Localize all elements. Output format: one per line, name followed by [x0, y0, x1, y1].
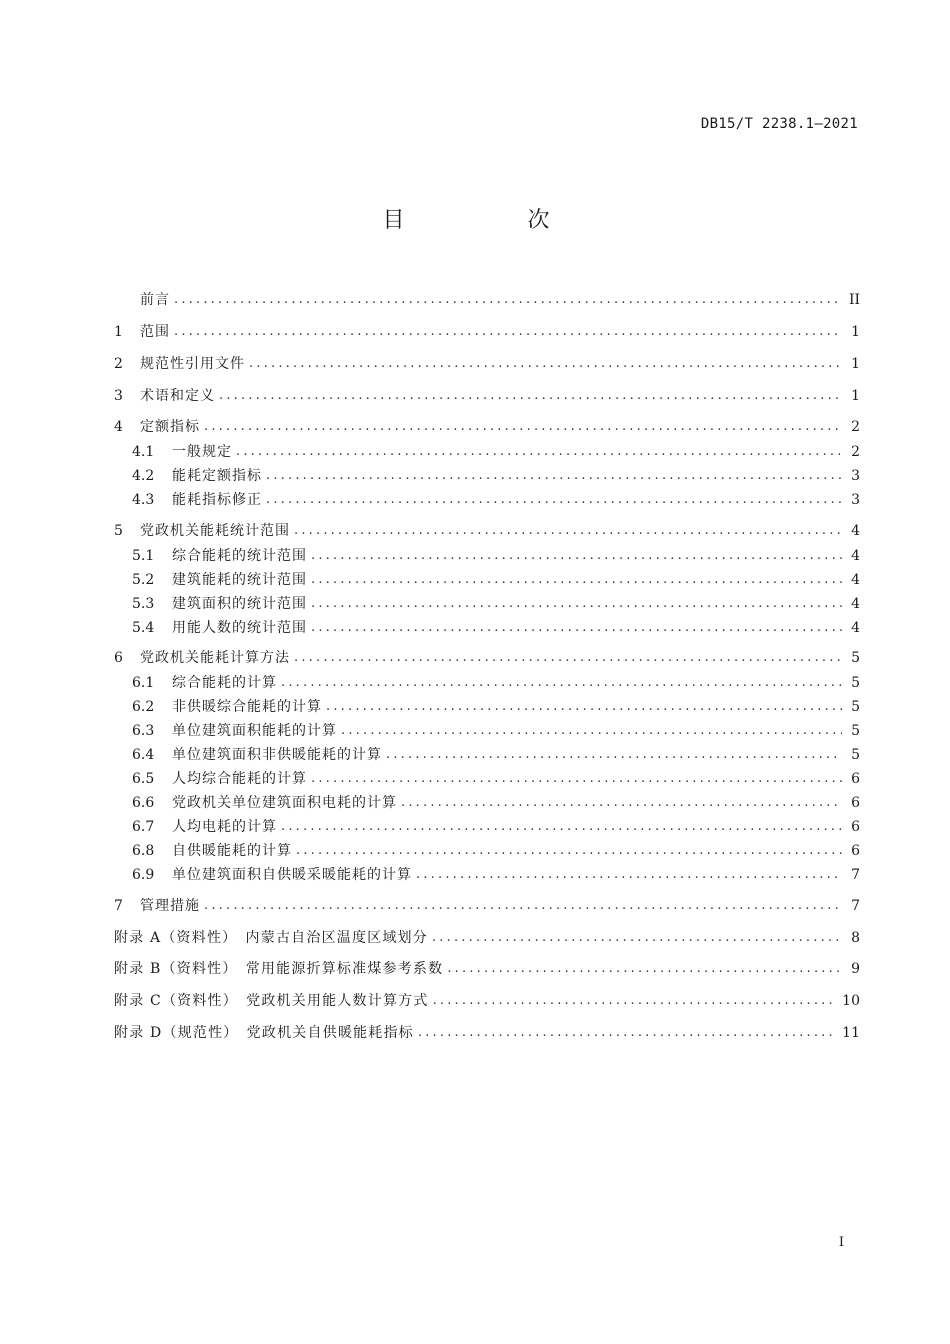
toc-entry[interactable]: [132, 696, 860, 718]
toc-entry-title: 综合能耗的计算: [172, 675, 277, 691]
toc-entry-number: 6.4: [132, 747, 155, 763]
toc-entry[interactable]: [132, 441, 860, 463]
toc-entry[interactable]: [132, 489, 860, 511]
toc-entry-page: 3: [851, 468, 860, 484]
toc-entry-title: 非供暖综合能耗的计算: [172, 699, 322, 715]
toc-leader-dots: [294, 520, 842, 542]
toc-entry-number: 5: [114, 523, 123, 539]
toc-entry-page: 4: [851, 548, 860, 564]
toc-entry-appendix[interactable]: [114, 990, 860, 1012]
toc-entry-number: 6.1: [132, 675, 155, 691]
toc-leader-dots: [418, 1022, 836, 1044]
toc-entry[interactable]: [114, 520, 860, 542]
toc-entry-page: II: [848, 292, 860, 308]
toc-entry-number: 6.8: [132, 843, 155, 859]
page-title: 目 次: [382, 208, 608, 233]
page-number: I: [838, 1235, 844, 1250]
toc-leader-dots: [311, 768, 842, 790]
toc-entry-page: 1: [851, 324, 860, 340]
toc-entry-page: 9: [851, 961, 860, 977]
toc-entry-number: 5.2: [132, 572, 155, 588]
toc-entry-title: 附录 D（规范性） 党政机关自供暖能耗指标: [114, 1025, 414, 1041]
toc-entry[interactable]: [132, 465, 860, 487]
toc-entry-number: 6.3: [132, 723, 155, 739]
toc-entry-title: 用能人数的统计范围: [172, 620, 307, 636]
toc-entry-title: 一般规定: [172, 444, 232, 460]
toc-leader-dots: [386, 744, 842, 766]
toc-entry-number: 4.2: [132, 468, 155, 484]
toc-leader-dots: [249, 353, 842, 375]
toc-entry-title: 单位建筑面积自供暖采暖能耗的计算: [172, 867, 412, 883]
toc-entry-page: 5: [851, 699, 860, 715]
toc-entry-page: 7: [851, 867, 860, 883]
toc-leader-dots: [311, 545, 842, 567]
toc-entry-title: 党政机关能耗计算方法: [140, 650, 290, 666]
toc-leader-dots: [296, 840, 842, 862]
toc-leader-dots: [341, 720, 842, 742]
toc-leader-dots: [432, 927, 842, 949]
toc-entry-page: 10: [842, 993, 860, 1009]
toc-entry-number: 6.6: [132, 795, 155, 811]
toc-entry[interactable]: [132, 840, 860, 862]
toc-entry-page: 2: [851, 419, 860, 435]
toc-entry[interactable]: [114, 416, 860, 438]
toc-entry-number: 5.3: [132, 596, 155, 612]
toc-entry-appendix[interactable]: [114, 1022, 860, 1044]
toc-entry-appendix[interactable]: [114, 958, 860, 980]
toc-entry-number: 6.5: [132, 771, 155, 787]
toc-entry-number: 6.7: [132, 819, 155, 835]
toc-leader-dots: [447, 958, 842, 980]
toc-entry[interactable]: [132, 569, 860, 591]
toc-leader-dots: [416, 864, 842, 886]
toc-entry-page: 4: [851, 572, 860, 588]
toc-entry-number: 5.1: [132, 548, 155, 564]
toc-leader-dots: [433, 990, 837, 1012]
toc-entry[interactable]: [132, 617, 860, 639]
toc-entry-appendix[interactable]: [114, 927, 860, 949]
toc-entry-title: 综合能耗的统计范围: [172, 548, 307, 564]
toc-entry-page: 8: [851, 930, 860, 946]
toc-leader-dots: [326, 696, 842, 718]
toc-entry-number: 6.9: [132, 867, 155, 883]
toc-entry-title: 术语和定义: [140, 388, 215, 404]
toc-entry-title: 定额指标: [140, 419, 200, 435]
toc-entry-page: 5: [851, 675, 860, 691]
toc-entry-title: 建筑能耗的统计范围: [172, 572, 307, 588]
toc-entry[interactable]: [132, 593, 860, 615]
toc-entry-title: 附录 C（资料性） 党政机关用能人数计算方式: [114, 993, 429, 1009]
toc-entry-page: 6: [851, 843, 860, 859]
toc-entry-title: 党政机关能耗统计范围: [140, 523, 290, 539]
toc-entry-number: 6: [114, 650, 123, 666]
toc-entry[interactable]: [132, 792, 860, 814]
toc-leader-dots: [174, 289, 842, 311]
toc-entry-page: 6: [851, 795, 860, 811]
toc-entry[interactable]: [132, 744, 860, 766]
toc-leader-dots: [281, 672, 842, 694]
toc-entry-title: 单位建筑面积非供暖能耗的计算: [172, 747, 382, 763]
toc-entry[interactable]: [114, 289, 860, 311]
toc-entry-number: 4.3: [132, 492, 155, 508]
toc-entry-title: 范围: [140, 324, 170, 340]
toc-entry[interactable]: [132, 672, 860, 694]
toc-entry-number: 5.4: [132, 620, 155, 636]
toc-leader-dots: [401, 792, 842, 814]
toc-leader-dots: [311, 569, 842, 591]
toc-entry-title: 单位建筑面积能耗的计算: [172, 723, 337, 739]
toc-entry-page: 3: [851, 492, 860, 508]
toc-leader-dots: [266, 489, 842, 511]
toc-entry[interactable]: [132, 768, 860, 790]
toc-entry-title: 建筑面积的统计范围: [172, 596, 307, 612]
toc-entry-title: 管理措施: [140, 898, 200, 914]
toc-entry-title: 能耗定额指标: [172, 468, 262, 484]
toc-entry-title: 规范性引用文件: [140, 356, 245, 372]
toc-entry-title: 能耗指标修正: [172, 492, 262, 508]
toc-entry[interactable]: [114, 353, 860, 375]
toc-leader-dots: [311, 617, 842, 639]
toc-leader-dots: [204, 895, 842, 917]
toc-leader-dots: [204, 416, 842, 438]
toc-leader-dots: [236, 441, 842, 463]
toc-entry-page: 5: [851, 747, 860, 763]
toc-entry-number: 2: [114, 356, 123, 372]
toc-entry-page: 1: [851, 356, 860, 372]
toc-entry-page: 6: [851, 771, 860, 787]
toc-entry-page: 7: [851, 898, 860, 914]
toc-entry-number: 6.2: [132, 699, 155, 715]
toc-entry-page: 11: [842, 1025, 860, 1041]
toc-entry[interactable]: [132, 720, 860, 742]
toc-entry-title: 自供暖能耗的计算: [172, 843, 292, 859]
toc-entry-page: 4: [851, 596, 860, 612]
toc-leader-dots: [281, 816, 842, 838]
toc-entry-title: 附录 A（资料性） 内蒙古自治区温度区域划分: [114, 930, 428, 946]
toc-entry-number: 1: [114, 324, 123, 340]
toc-entry[interactable]: [132, 864, 860, 886]
toc-entry[interactable]: [132, 545, 860, 567]
toc-leader-dots: [294, 647, 842, 669]
toc-entry-title: 附录 B（资料性） 常用能源折算标准煤参考系数: [114, 961, 444, 977]
toc-entry-page: 4: [851, 523, 860, 539]
toc-entry-number: 4.1: [132, 444, 155, 460]
toc-entry-number: 7: [114, 898, 123, 914]
toc-leader-dots: [311, 593, 842, 615]
toc-entry[interactable]: [114, 385, 860, 407]
toc-entry[interactable]: [132, 816, 860, 838]
toc-entry-page: 1: [851, 388, 860, 404]
toc-entry-page: 2: [851, 444, 860, 460]
toc-entry-title: 前言: [140, 292, 170, 308]
toc-entry-title: 人均综合能耗的计算: [172, 771, 307, 787]
toc-entry-title: 人均电耗的计算: [172, 819, 277, 835]
toc-entry[interactable]: [114, 647, 860, 669]
toc-entry-page: 5: [851, 723, 860, 739]
toc-entry[interactable]: [114, 321, 860, 343]
toc-entry-page: 5: [851, 650, 860, 666]
toc-entry-page: 4: [851, 620, 860, 636]
toc-entry-title: 党政机关单位建筑面积电耗的计算: [172, 795, 397, 811]
document-code: DB15/T 2238.1—2021: [700, 116, 858, 132]
toc-leader-dots: [174, 321, 842, 343]
toc-leader-dots: [266, 465, 842, 487]
toc-leader-dots: [219, 385, 842, 407]
toc-entry-number: 3: [114, 388, 123, 404]
toc-entry[interactable]: [114, 895, 860, 917]
toc-entry-page: 6: [851, 819, 860, 835]
toc-entry-number: 4: [114, 419, 123, 435]
